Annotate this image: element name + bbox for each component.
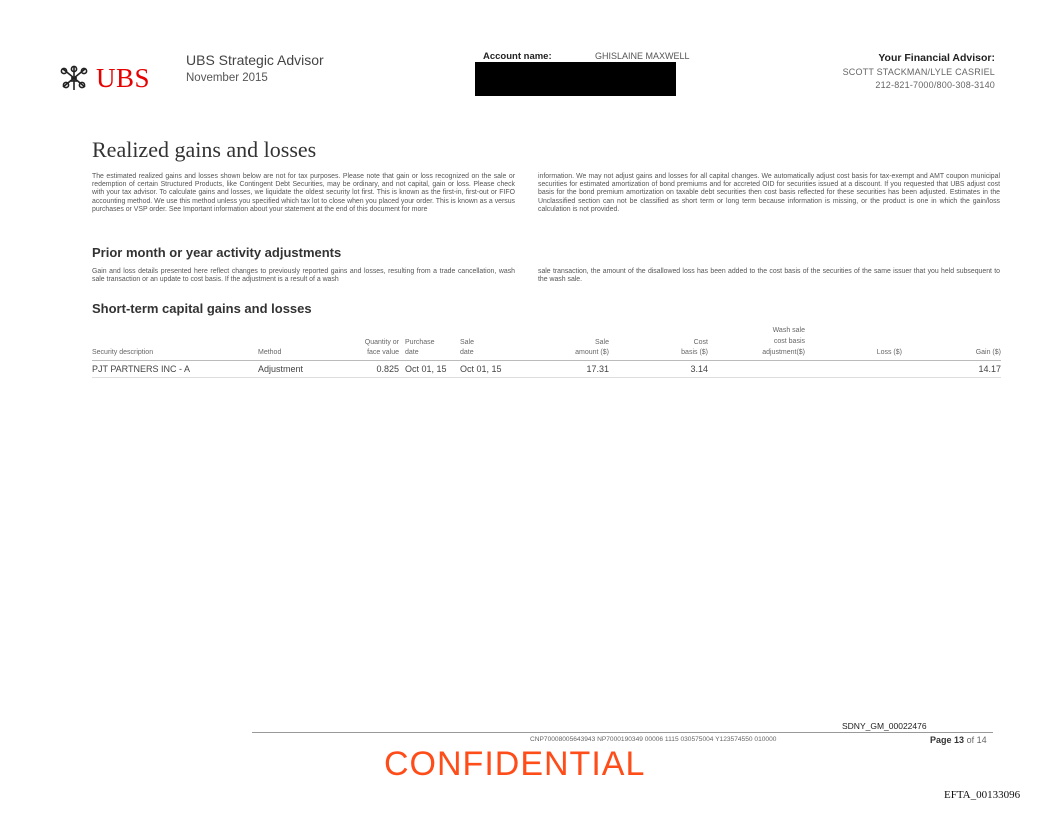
financial-advisor-label: Your Financial Advisor: — [878, 52, 995, 64]
table-row-rule — [92, 377, 1001, 378]
col-purchase-header-1: Purchase — [405, 339, 435, 346]
col-purchase-header-2: date — [405, 349, 419, 356]
col-wash-header-1: Wash sale — [772, 327, 805, 334]
intro-paragraph-right: information. We may not adjust gains and losses for all capital changes. We automatically adjust cost basis for tax-exempt and AMT coupon municipal securities for estimated amortization of bond premiums and for accreted OID for securities issued at a discount. If you requested that UBS adjust cost basis for the bond premium amortization on taxable debt securities then cost basis reflected for these securities has been adjusted. Estimates in the Unclassified section can not be classified as short term or long term because information is missing, or the product is one in which the gain/loss calculation is not provided. — [538, 173, 1000, 213]
financial-advisor-phone: 212-821-7000/800-308-3140 — [875, 80, 995, 90]
col-loss-header: Loss ($) — [876, 349, 902, 356]
intro-paragraph-left: The estimated realized gains and losses shown below are not for tax purposes. Please note that gain or loss recognized on the sale or redemption of certain Structured Products, like Contingent Debt Securities, may be ordinary, and not capital, gain or loss. Please check with your tax advisor. To calculate gains and losses, we liquidate the oldest security lot first. This is known as the first-in, first-out or FIFO accounting method. We use this method unless you specified which tax lot to close when you placed your order. This is known as a versus purchases or VSP order. See Important information about your statement at the end of this document for more — [92, 173, 515, 213]
col-cost-basis-header-2: basis ($) — [681, 349, 708, 356]
cell-sale-date: Oct 01, 15 — [460, 364, 502, 374]
cell-cost-basis: 3.14 — [690, 364, 708, 374]
cell-method: Adjustment — [258, 364, 304, 374]
col-gain-header: Gain ($) — [975, 349, 1001, 356]
col-method-header: Method — [258, 349, 282, 356]
page-current: 13 — [954, 735, 965, 745]
efta-number: EFTA_00133096 — [944, 789, 1021, 801]
cell-purchase-date: Oct 01, 15 — [405, 364, 447, 374]
col-wash-header-3: adjustment($) — [762, 349, 805, 356]
account-name-value: GHISLAINE MAXWELL — [595, 51, 690, 61]
col-quantity-header-1: Quantity or — [364, 339, 399, 346]
product-name: UBS Strategic Advisor — [186, 52, 324, 68]
footer-code: CNP70008005643943 NP7000190349 00006 1115 030575004 Y123574550 010000 — [530, 736, 777, 743]
confidential-stamp: CONFIDENTIAL — [384, 745, 646, 783]
table-header-rule — [92, 360, 1001, 361]
col-sale-amount-header-1: Sale — [594, 339, 609, 346]
prior-paragraph-left: Gain and loss details presented here reflect changes to previously reported gains and losses, resulting from a trade cancellation, wash sale transaction or an update to cost basis. If the adjustment is a result of a wash — [92, 268, 515, 284]
page-word: Page — [930, 735, 952, 745]
page-title: Realized gains and losses — [92, 137, 317, 162]
col-quantity-header-2: face value — [367, 349, 399, 356]
col-sale-date-header-2: date — [460, 349, 474, 356]
bates-number: SDNY_GM_00022476 — [842, 721, 927, 731]
col-security-header: Security description — [92, 349, 154, 356]
prior-paragraph-right: sale transaction, the amount of the disallowed loss has been added to the cost basis of the securities of the same issuer that you held subsequent to the wash sale. — [538, 268, 1000, 284]
statement-date: November 2015 — [186, 72, 268, 84]
ubs-logo — [58, 60, 168, 96]
financial-advisor-names: SCOTT STACKMAN/LYLE CASRIEL — [842, 67, 995, 77]
cell-security: PJT PARTNERS INC - A — [92, 364, 191, 374]
three-keys-icon — [58, 63, 90, 93]
col-sale-amount-header-2: amount ($) — [575, 349, 609, 356]
short-term-heading: Short-term capital gains and losses — [92, 301, 312, 316]
redaction-box — [475, 62, 676, 96]
col-wash-header-2: cost basis — [773, 338, 805, 345]
col-cost-basis-header-1: Cost — [693, 339, 708, 346]
col-sale-date-header-1: Sale — [460, 339, 475, 346]
prior-adjustments-heading: Prior month or year activity adjustments — [92, 245, 342, 260]
page-number — [930, 735, 987, 745]
logo-text: UBS — [96, 62, 151, 93]
page-total: of 14 — [966, 735, 987, 745]
cell-gain: 14.17 — [978, 364, 1001, 374]
footer-rule — [252, 732, 993, 733]
account-name-label: Account name: — [483, 51, 552, 62]
cell-quantity: 0.825 — [376, 364, 399, 374]
cell-sale-amount: 17.31 — [586, 364, 609, 374]
